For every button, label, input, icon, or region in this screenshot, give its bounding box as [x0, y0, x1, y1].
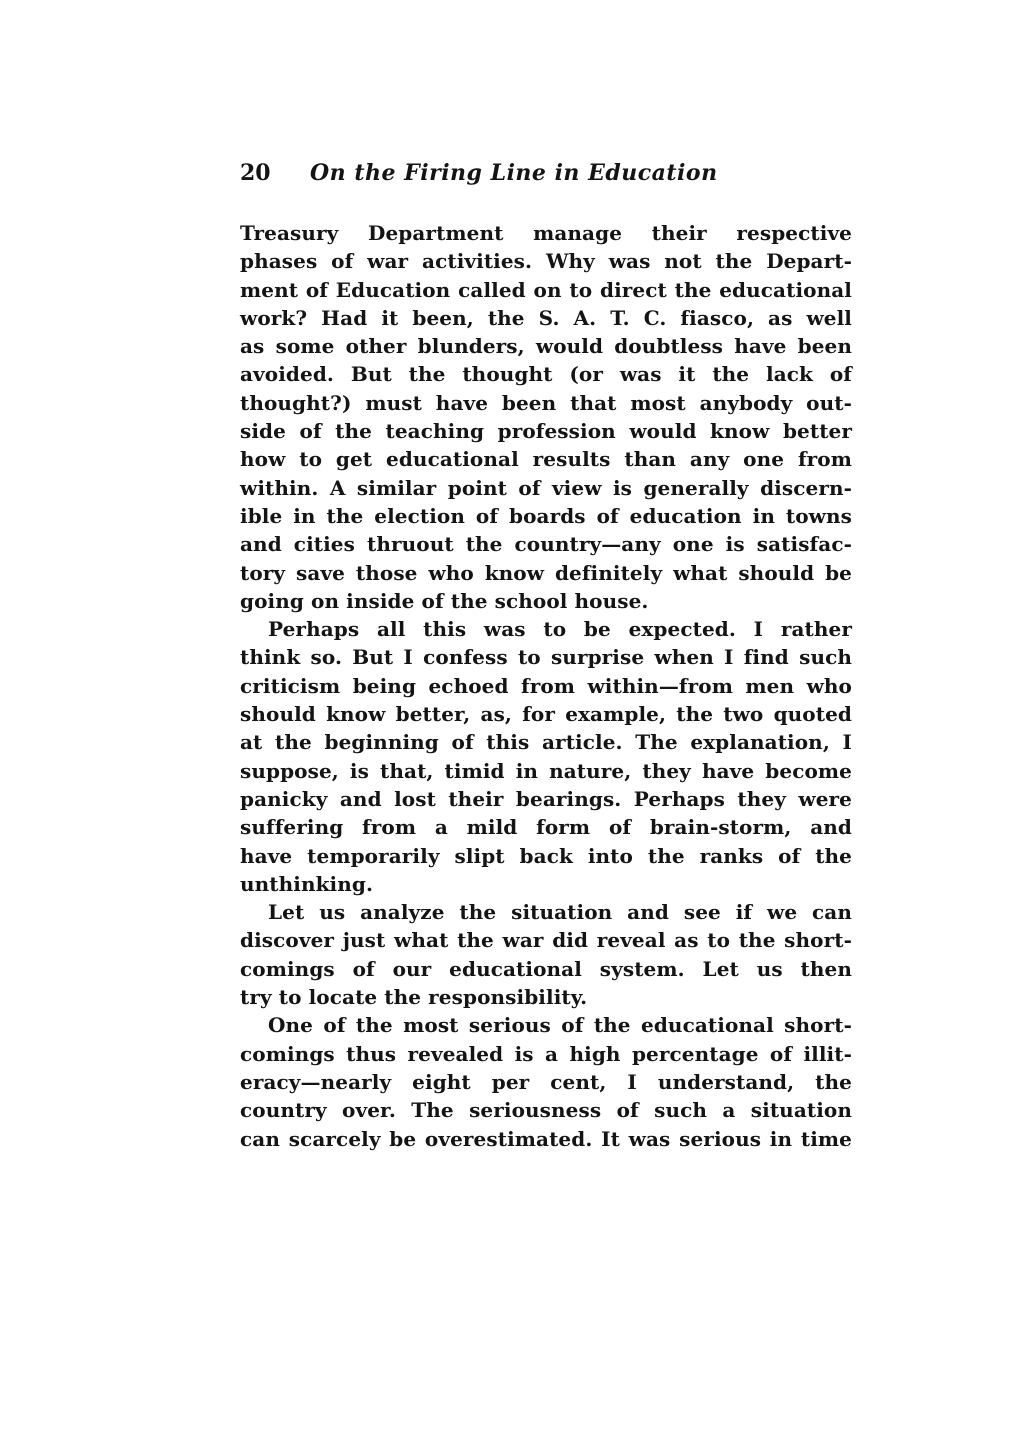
text-line: think so. But I confess to surprise when I find such — [240, 645, 852, 670]
text-line: try to locate the responsibility. — [240, 985, 588, 1010]
text-line: going on inside of the school house. — [240, 588, 649, 613]
text-line: within. A similar point of view is generally discern- — [240, 475, 852, 500]
paragraph-1 — [240, 219, 852, 615]
text-line: comings thus revealed is a high percentage of illit- — [240, 1041, 852, 1066]
running-head — [240, 160, 852, 192]
text-line: ible in the election of boards of education in towns — [240, 503, 852, 528]
text-line: country over. The seriousness of such a situation — [240, 1098, 852, 1123]
running-title: On the Firing Line in Education — [310, 160, 718, 186]
text-line: how to get educational results than any one from — [240, 447, 852, 472]
text-line: criticism being echoed from within—from men who — [240, 673, 852, 698]
paragraph-4 — [240, 1011, 852, 1152]
body-text — [240, 219, 852, 1153]
text-line: Treasury Department manage their respective — [240, 221, 852, 245]
text-line: phases of war activities. Why was not the Depart- — [240, 249, 852, 274]
text-line: avoided. But the thought (or was it the lack of — [240, 362, 852, 387]
text-line: have temporarily slipt back into the ranks of the — [240, 843, 852, 868]
text-line: discover just what the war did reveal as to the short- — [240, 928, 852, 953]
text-line: suppose, is that, timid in nature, they have become — [240, 758, 852, 783]
page-number: 20 — [240, 160, 271, 186]
text-line: eracy—nearly eight per cent, I understand, the — [240, 1069, 852, 1094]
text-line: suffering from a mild form of brain-storm, and — [240, 815, 852, 840]
text-line: work? Had it been, the S. A. T. C. fiasco, as well — [240, 305, 852, 330]
text-line: should know better, as, for example, the two quoted — [240, 702, 852, 727]
text-line: One of the most serious of the educational short- — [268, 1013, 852, 1038]
text-line: unthinking. — [240, 871, 374, 896]
text-line: side of the teaching profession would know better — [240, 419, 852, 444]
text-line: as some other blunders, would doubtless have been — [240, 334, 852, 359]
text-line: and cities thruout the country—any one is satisfac- — [240, 532, 852, 557]
paragraph-2 — [240, 615, 852, 898]
text-line: can scarcely be overestimated. It was serious in time — [240, 1126, 852, 1151]
paragraph-3 — [240, 898, 852, 1011]
text-line: Perhaps all this was to be expected. I rather — [268, 617, 852, 642]
text-line: panicky and lost their bearings. Perhaps they were — [240, 786, 852, 811]
text-line: comings of our educational system. Let us then — [240, 956, 852, 981]
text-line: thought?) must have been that most anybody out- — [240, 390, 852, 415]
text-line: at the beginning of this article. The explanation, I — [240, 730, 852, 755]
text-line: ment of Education called on to direct the educational — [240, 277, 852, 302]
text-line: Let us analyze the situation and see if we can — [268, 900, 852, 925]
text-line: tory save those who know definitely what should be — [240, 560, 852, 585]
